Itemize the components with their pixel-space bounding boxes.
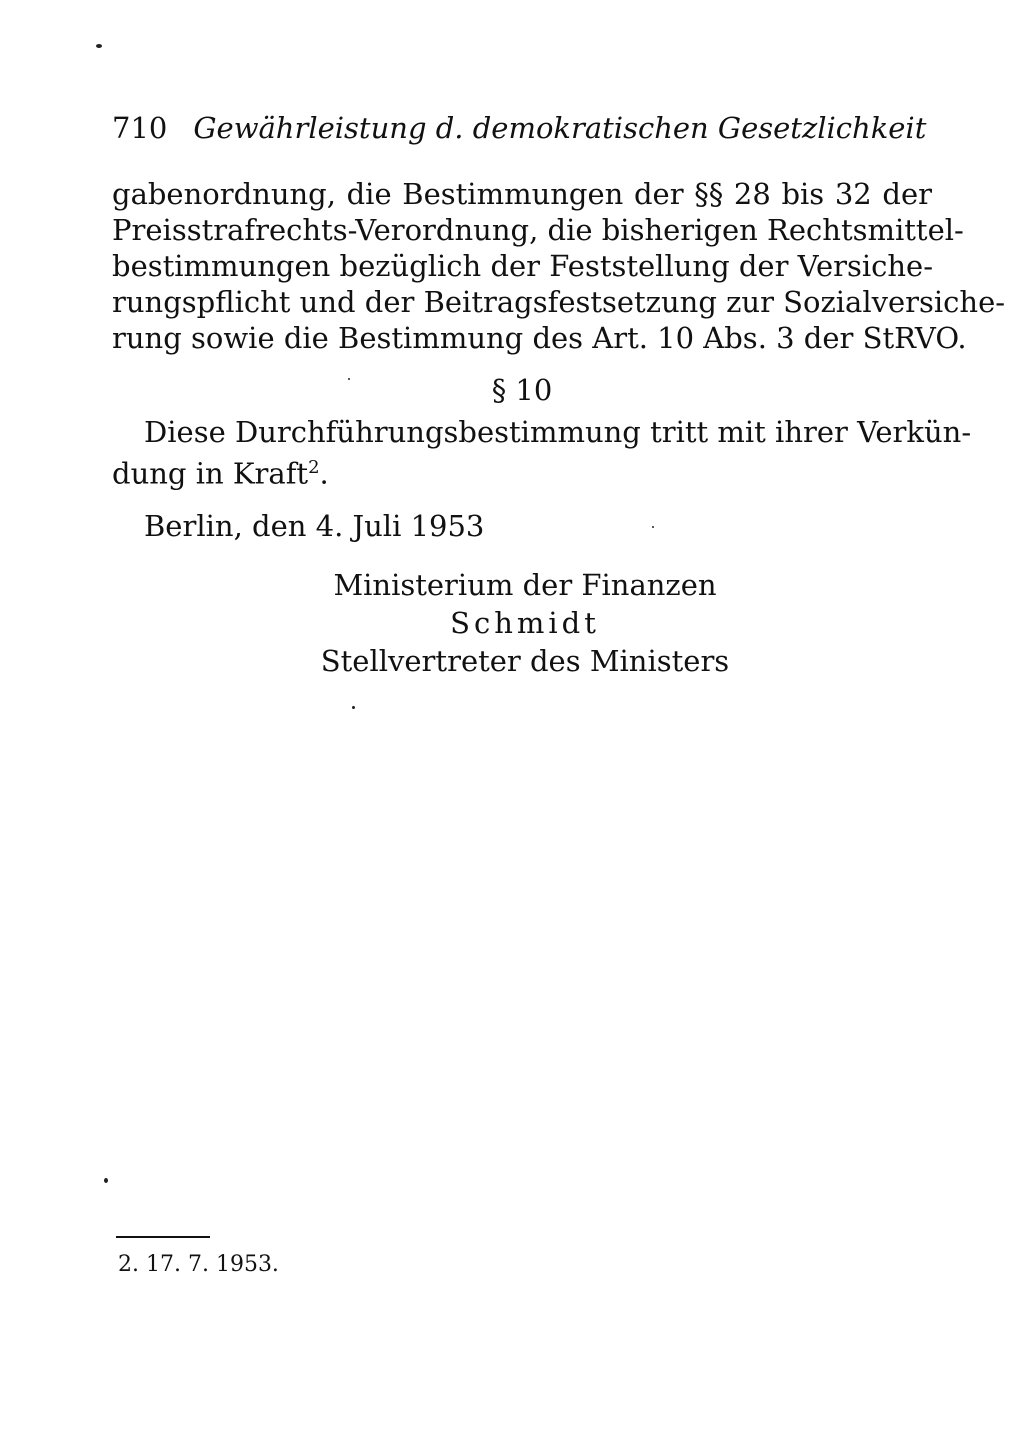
text-line: bestimmungen bezüglich der Feststellung der Versiche-	[112, 249, 934, 283]
footnote-divider	[116, 1236, 210, 1238]
signatory-title: Stellvertreter des Ministers	[320, 644, 730, 678]
signature-block	[320, 566, 730, 680]
paragraph-continued	[112, 176, 1006, 356]
scan-speck	[348, 378, 350, 380]
running-title: Gewährleistung d. demokratischen Gesetzlichkeit	[193, 111, 927, 145]
text-line: gabenordnung, die Bestimmungen der §§ 28 bis 32 der	[112, 177, 932, 211]
page-header	[112, 108, 932, 148]
section-heading: § 10	[491, 373, 553, 407]
ministry-name: Ministerium der Finanzen	[333, 568, 717, 602]
text-line: Preisstrafrechts-Verordnung, die bisherigen Rechtsmittel-	[112, 213, 964, 247]
scan-speck	[652, 526, 654, 528]
end-punctuation: .	[319, 456, 329, 491]
scan-speck	[352, 706, 355, 709]
signatory-name: Schmidt	[450, 606, 600, 640]
scan-speck	[104, 1178, 108, 1183]
place-date-line: Berlin, den 4. Juli 1953	[144, 509, 485, 543]
scan-speck	[96, 44, 102, 48]
text-line: rung sowie die Bestimmung des Art. 10 Abs. 3 der StRVO.	[112, 321, 967, 355]
text-line: rungspflicht und der Beitragsfestsetzung zur Sozialversiche-	[112, 285, 1006, 319]
footnote: 2. 17. 7. 1953.	[118, 1252, 279, 1277]
text-line: dung in Kraft	[112, 456, 309, 491]
footnote-reference: 2	[308, 457, 320, 478]
text-line-last	[112, 450, 932, 492]
text-line: Diese Durchführungsbestimmung tritt mit ihrer Verkün-	[144, 415, 972, 449]
page-number: 710	[112, 111, 168, 145]
paragraph-section-10	[112, 414, 972, 492]
